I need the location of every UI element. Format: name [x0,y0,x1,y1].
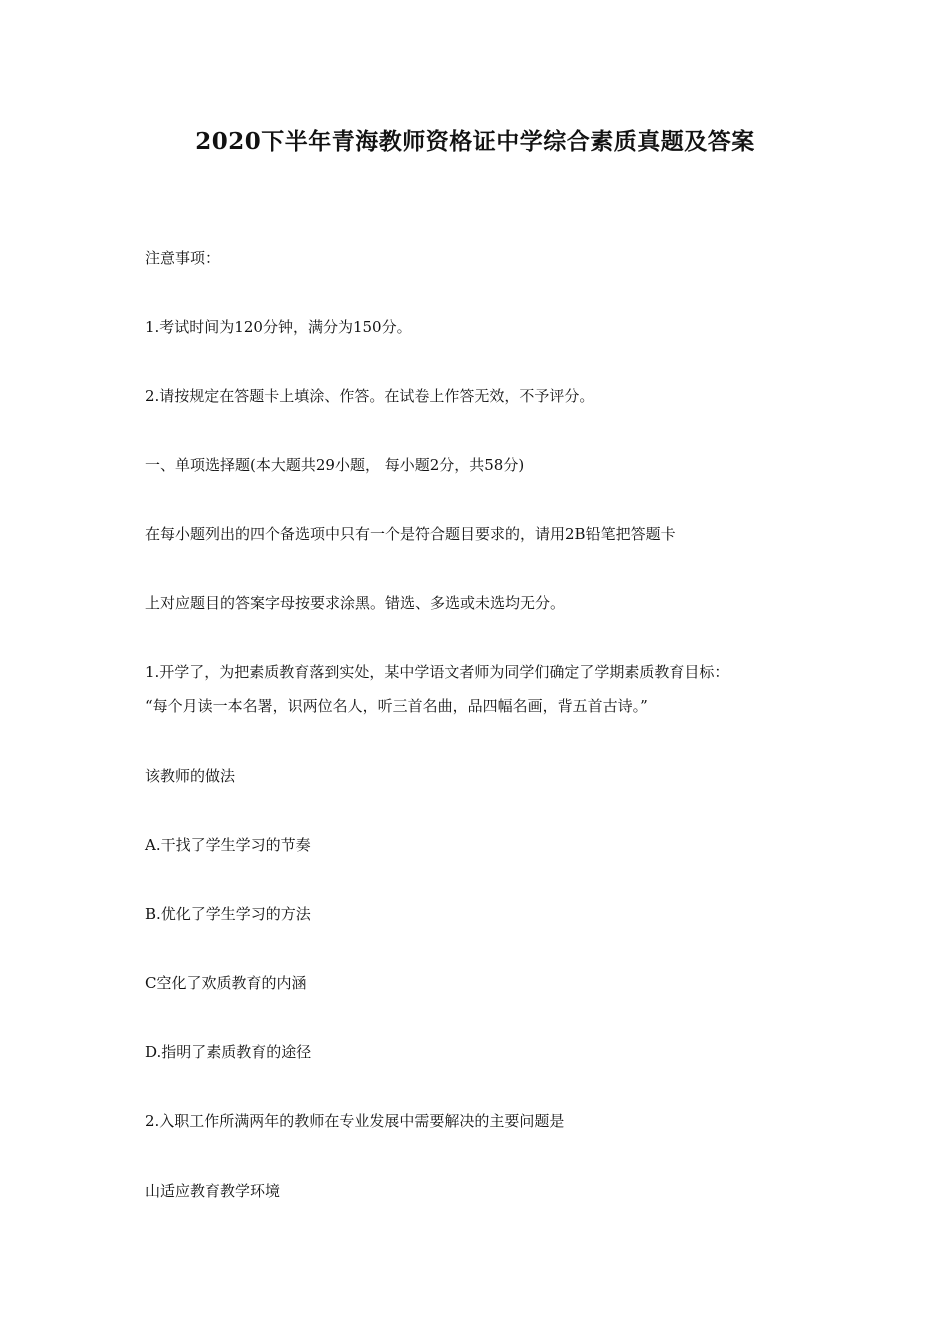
section-heading: 一、单项选择题(本大题共29小题， 每小题2分，共58分) [145,456,525,474]
notice-item: 1.考试时间为120分钟，满分为150分。 [145,318,412,336]
question-stem-line: 1.开学了，为把素质教育落到实处，某中学语文者师为同学们确定了学期素质教育目标： [145,663,730,681]
instruction-line: 在每小题列出的四个备选项中只有一个是符合题目要求的，请用2B铅笔把答题卡 [145,525,676,543]
question-option: B.优化了学生学习的方法 [145,905,311,923]
question-option: C空化了欢质教育的内涵 [145,974,307,992]
question-option: 山适应教育教学环境 [145,1182,281,1200]
notice-heading: 注意事项： [145,249,221,267]
notice-item: 2.请按规定在答题卡上填涂、作答。在试卷上作答无效，不予评分。 [145,387,595,405]
question-stem-line: 2.入职工作所满两年的教师在专业发展中需要解决的主要问题是 [145,1112,565,1130]
question-prompt: 该教师的做法 [145,767,236,785]
question-stem-line: “每个月读一本名署，识两位名人，听三首名曲，品四幅名画，背五首古诗。” [145,697,648,715]
question-option: A.干找了学生学习的节奏 [145,836,311,854]
document-title: 2020下半年青海教师资格证中学综合素质真题及答案 [195,128,755,155]
question-option: D.指明了素质教育的途径 [145,1043,312,1061]
instruction-line: 上对应题目的答案字母按要求涂黑。错选、多选或未选均无分。 [145,594,566,612]
